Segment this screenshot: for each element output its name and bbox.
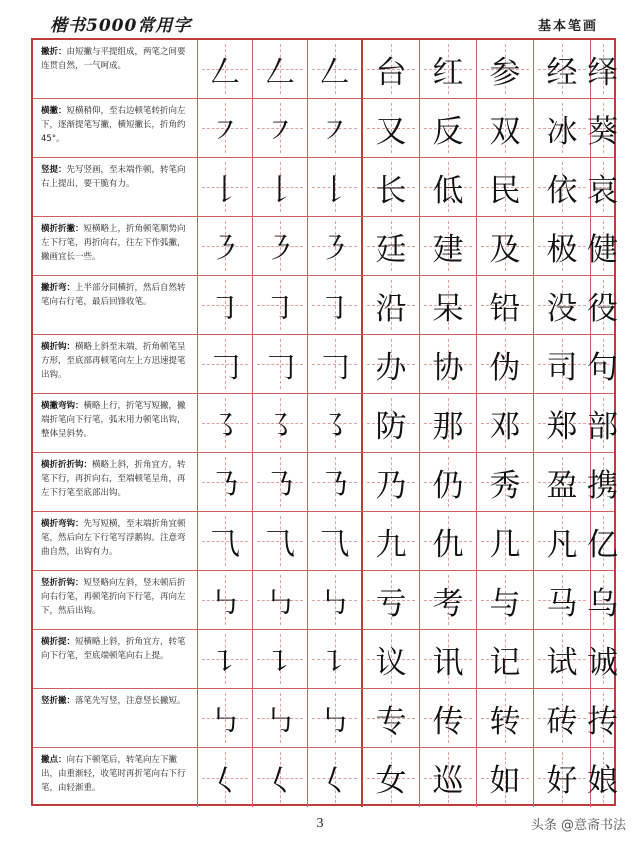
example-character-cell [534, 689, 591, 747]
stroke-sample [253, 276, 308, 334]
example-character-cell [534, 40, 591, 98]
example-character: 办 [375, 349, 407, 386]
stroke-description [33, 689, 198, 747]
stroke-row [33, 453, 618, 512]
example-character-cell [363, 512, 420, 570]
example-character-cell [587, 99, 618, 157]
example-character-cell [420, 335, 477, 393]
example-character-cell [420, 276, 477, 334]
example-character: 几 [489, 526, 521, 563]
example-character-cell [587, 217, 618, 275]
stroke-text: 短横稍仰，至右边顿笔转折向左下，逐渐提笔写撇，横短撇长，折角约45°。 [41, 106, 186, 144]
stroke-description [33, 276, 198, 334]
stroke-sample [308, 158, 363, 216]
example-character-cell [587, 512, 618, 570]
stroke-row [33, 158, 618, 217]
stroke-description [33, 453, 198, 511]
page-number: 3 [316, 816, 324, 831]
stroke-name: 横折折撇： [41, 224, 84, 234]
stroke-glyph: ㇆ [319, 291, 350, 326]
stroke-sample [198, 276, 253, 334]
example-character-cell [477, 158, 534, 216]
stroke-text: 短竖略向左斜，竖末顿后折向右行笔，再顿笔折向下行笔，再向左下，然后出钩。 [41, 578, 186, 616]
example-character: 盈 [546, 467, 578, 504]
example-character: 役 [587, 290, 618, 327]
example-character-cell [587, 571, 618, 629]
stroke-name: 横折折折钩： [41, 460, 93, 470]
stroke-glyph: 𠃋 [265, 55, 295, 90]
example-character: 沿 [375, 290, 407, 327]
example-character: 建 [432, 231, 464, 268]
stroke-name: 横撇： [41, 106, 67, 116]
example-character: 又 [375, 113, 407, 150]
stroke-sample [308, 630, 363, 688]
stroke-glyph: ㇋ [265, 232, 295, 267]
stroke-sample [198, 512, 253, 570]
example-character: 娘 [587, 763, 618, 799]
example-character: 女 [375, 763, 407, 799]
stroke-text: 横略上斜至末端，折角顿笔呈方形，至底部再顿笔向左上方迅速提笔出钩。 [41, 342, 186, 380]
example-character: 诚 [587, 644, 618, 681]
stroke-sample [198, 571, 253, 629]
example-character: 经 [546, 54, 578, 91]
example-character-cell [534, 99, 591, 157]
example-character-cell [587, 158, 618, 216]
page-header [30, 6, 620, 36]
example-character: 专 [375, 703, 407, 740]
stroke-table [31, 38, 616, 806]
example-character: 那 [432, 408, 464, 445]
stroke-row [33, 40, 618, 99]
example-character-cell [534, 630, 591, 688]
example-character: 司 [546, 349, 578, 386]
stroke-sample [308, 748, 363, 807]
stroke-glyph: ㇉ [265, 586, 295, 621]
example-character: 葵 [587, 113, 618, 150]
stroke-sample [253, 99, 308, 157]
stroke-glyph: ㇇ [319, 114, 350, 149]
stroke-row [33, 335, 618, 394]
example-character: 抟 [587, 703, 618, 740]
stroke-name: 撇折： [41, 47, 67, 57]
example-character: 转 [489, 703, 521, 740]
example-character-cell [534, 453, 591, 511]
example-character: 传 [432, 703, 464, 740]
stroke-row [33, 217, 618, 276]
example-character: 长 [375, 172, 407, 209]
example-character-cell [587, 276, 618, 334]
example-character: 凡 [546, 526, 578, 563]
example-character: 郑 [546, 408, 578, 445]
example-character: 秀 [489, 467, 521, 504]
stroke-row [33, 99, 618, 158]
stroke-description [33, 158, 198, 216]
stroke-glyph: ㇌ [265, 409, 295, 444]
example-character-cell [534, 512, 591, 570]
example-character: 极 [546, 231, 578, 268]
example-character-cell [420, 571, 477, 629]
stroke-glyph: ⺄ [265, 527, 295, 562]
stroke-text: 向右下顿笔后，转笔向左下撇出，由重渐轻，收笔时再折笔向右下行笔，由轻渐重。 [41, 755, 186, 793]
example-character-cell [363, 99, 420, 157]
stroke-text: 先写短横，至末端折角宜顿笔，然后向左下行笔写浮鹅钩。注意弯曲自然，出钩有力。 [41, 519, 186, 557]
example-character: 砖 [546, 703, 578, 740]
example-character-cell [534, 335, 591, 393]
stroke-glyph: ㇉ [319, 586, 350, 621]
example-character: 民 [489, 172, 521, 209]
stroke-sample [198, 689, 253, 747]
stroke-sample [198, 394, 253, 452]
example-character: 防 [375, 408, 407, 445]
example-character-cell [363, 40, 420, 98]
example-character: 与 [489, 585, 521, 622]
stroke-glyph: ㇆ [210, 291, 240, 326]
stroke-sample [198, 335, 253, 393]
example-character: 仇 [432, 526, 464, 563]
example-character: 健 [587, 231, 618, 268]
stroke-name: 撇折弯： [41, 283, 76, 293]
example-character: 红 [432, 54, 464, 91]
example-character-cell [420, 99, 477, 157]
example-character: 低 [432, 172, 464, 209]
stroke-sample [308, 40, 363, 98]
example-character-cell [534, 217, 591, 275]
stroke-glyph: ㇋ [210, 232, 240, 267]
stroke-glyph: ㇡ [210, 468, 240, 503]
stroke-glyph: ㇉ [210, 704, 240, 739]
stroke-sample [198, 748, 253, 807]
stroke-glyph: ㇉ [319, 704, 350, 739]
stroke-description [33, 630, 198, 688]
stroke-sample [308, 276, 363, 334]
stroke-name: 横撇弯钩： [41, 401, 84, 411]
example-character-cell [363, 217, 420, 275]
example-character: 议 [375, 644, 407, 681]
example-character-cell [363, 335, 420, 393]
example-character-cell [363, 571, 420, 629]
stroke-row [33, 512, 618, 571]
stroke-sample [253, 335, 308, 393]
example-character: 乌 [587, 585, 618, 622]
example-character-cell [587, 453, 618, 511]
example-character: 试 [546, 644, 578, 681]
example-character: 哀 [587, 172, 618, 209]
stroke-sample [198, 217, 253, 275]
stroke-glyph: ㇊ [319, 645, 350, 680]
example-character: 冰 [546, 113, 578, 150]
stroke-sample [253, 571, 308, 629]
stroke-glyph: 𠃌 [210, 350, 240, 385]
stroke-sample [253, 40, 308, 98]
stroke-description [33, 394, 198, 452]
example-character: 台 [375, 54, 407, 91]
stroke-name: 竖提： [41, 165, 67, 175]
example-character: 记 [489, 644, 521, 681]
example-character-cell [363, 158, 420, 216]
stroke-glyph: ⺄ [210, 527, 240, 562]
example-character: 部 [587, 408, 618, 445]
stroke-sample [308, 217, 363, 275]
example-character: 马 [546, 585, 578, 622]
stroke-text: 横略上斜，折角宜方，转笔下行，再折向右，至端顿笔呈角，再左下行笔至底部出钩。 [41, 460, 186, 498]
stroke-text: 上半部分同横折，然后自然转笔向右行笔，最后回锋收笔。 [41, 283, 186, 307]
stroke-text: 短横略上，折角顿笔顺势向左下行笔，再折向右，往左下作弧撇，撇画宜长一些。 [41, 224, 186, 262]
example-character-cell [420, 158, 477, 216]
stroke-row [33, 689, 618, 748]
example-character: 伪 [489, 349, 521, 386]
example-character-cell [587, 394, 618, 452]
stroke-sample [253, 394, 308, 452]
stroke-glyph: ㇊ [210, 645, 240, 680]
example-character-cell [477, 394, 534, 452]
stroke-glyph: ㇉ [210, 586, 240, 621]
example-character-cell [420, 630, 477, 688]
stroke-name: 撇点： [41, 755, 67, 765]
example-character-cell [534, 748, 591, 807]
example-character: 绎 [587, 54, 618, 91]
stroke-name: 竖折撇： [41, 696, 76, 706]
stroke-sample [198, 453, 253, 511]
stroke-sample [253, 689, 308, 747]
example-character: 没 [546, 290, 578, 327]
example-character-cell [587, 40, 618, 98]
example-character-cell [363, 689, 420, 747]
example-character-cell [420, 453, 477, 511]
example-character-cell [587, 630, 618, 688]
example-character-cell [363, 453, 420, 511]
stroke-name: 竖折折钩： [41, 578, 84, 588]
example-character-cell [534, 394, 591, 452]
example-character: 邓 [489, 408, 521, 445]
stroke-description [33, 335, 198, 393]
example-character-cell [420, 217, 477, 275]
example-character: 巡 [432, 763, 464, 799]
stroke-glyph: ㇡ [319, 468, 350, 503]
example-character-cell [587, 335, 618, 393]
example-character-cell [420, 748, 477, 807]
example-character: 反 [432, 113, 464, 150]
example-character-cell [420, 512, 477, 570]
stroke-description [33, 217, 198, 275]
stroke-sample [308, 512, 363, 570]
example-character: 携 [587, 467, 618, 504]
example-character: 依 [546, 172, 578, 209]
example-character-cell [363, 630, 420, 688]
section-title: 基本笔画 [537, 19, 598, 34]
stroke-row [33, 630, 618, 689]
stroke-sample [308, 571, 363, 629]
stroke-sample [198, 40, 253, 98]
stroke-glyph: 𠃌 [319, 350, 350, 385]
stroke-description [33, 748, 198, 807]
example-character: 双 [489, 113, 521, 150]
example-character-cell [587, 748, 618, 807]
stroke-text: 短横略上斜，折角宜方，转笔向下行笔，至底端顿笔向右上提。 [41, 637, 186, 661]
stroke-glyph: ㇆ [265, 291, 295, 326]
stroke-sample [308, 453, 363, 511]
example-character-cell [420, 40, 477, 98]
stroke-sample [308, 394, 363, 452]
stroke-sample [253, 217, 308, 275]
example-character-cell [534, 276, 591, 334]
example-character: 考 [432, 585, 464, 622]
stroke-glyph: 𠃋 [210, 55, 240, 90]
example-character-cell [534, 158, 591, 216]
stroke-glyph: 𡿨 [265, 763, 295, 799]
stroke-text: 落笔先写竖，注意竖长撇短。 [75, 696, 186, 706]
example-character-cell [477, 630, 534, 688]
example-character-cell [477, 40, 534, 98]
stroke-glyph: ㇇ [210, 114, 240, 149]
stroke-sample [253, 453, 308, 511]
example-character-cell [477, 512, 534, 570]
example-character-cell [477, 571, 534, 629]
example-character-cell [363, 394, 420, 452]
example-character-cell [477, 748, 534, 807]
example-character-cell [420, 689, 477, 747]
example-character-cell [363, 276, 420, 334]
stroke-glyph: ㇌ [319, 409, 350, 444]
example-character: 及 [489, 231, 521, 268]
stroke-name: 横折提： [41, 637, 76, 647]
stroke-row [33, 394, 618, 453]
example-character: 参 [489, 54, 521, 91]
stroke-name: 横折钩： [41, 342, 76, 352]
stroke-description [33, 99, 198, 157]
watermark: 头条 @意斋书法 [530, 818, 626, 833]
stroke-glyph: 𠄌 [265, 173, 295, 208]
stroke-sample [198, 630, 253, 688]
stroke-sample [253, 512, 308, 570]
stroke-sample [253, 630, 308, 688]
stroke-description [33, 512, 198, 570]
example-character-cell [477, 453, 534, 511]
stroke-description [33, 571, 198, 629]
stroke-name: 横折弯钩： [41, 519, 84, 529]
example-character: 九 [375, 526, 407, 563]
stroke-glyph: 𡿨 [210, 763, 240, 799]
stroke-sample [253, 158, 308, 216]
stroke-sample [308, 335, 363, 393]
example-character-cell [477, 99, 534, 157]
example-character: 亿 [587, 526, 618, 563]
stroke-sample [308, 689, 363, 747]
example-character-cell [534, 571, 591, 629]
stroke-sample [253, 748, 308, 807]
example-character-cell [477, 276, 534, 334]
example-character: 亏 [375, 585, 407, 622]
example-character-cell [477, 217, 534, 275]
book-title: 楷书5000常用字 [50, 16, 192, 36]
stroke-text: 横略上行，折笔写短撇，撇端折笔向下行笔，弧末用力顿笔出钩，整体呈斜势。 [41, 401, 186, 439]
stroke-glyph: ㇡ [265, 468, 295, 503]
stroke-row [33, 748, 618, 807]
example-character: 仍 [432, 467, 464, 504]
example-character-cell [477, 689, 534, 747]
stroke-description [33, 40, 198, 98]
stroke-text: 由短撇与平提组成，两笔之间要连贯自然，一气呵成。 [41, 47, 186, 71]
stroke-glyph: 𠄌 [210, 173, 240, 208]
stroke-sample [198, 158, 253, 216]
example-character: 廷 [375, 231, 407, 268]
stroke-glyph: ㇊ [265, 645, 295, 680]
example-character-cell [420, 394, 477, 452]
example-character: 铅 [489, 290, 521, 327]
example-character: 协 [432, 349, 464, 386]
example-character-cell [587, 689, 618, 747]
example-character-cell [477, 335, 534, 393]
example-character: 好 [546, 763, 578, 799]
stroke-sample [198, 99, 253, 157]
stroke-glyph: 𡿨 [319, 763, 350, 799]
stroke-row [33, 571, 618, 630]
stroke-glyph: ㇋ [319, 232, 350, 267]
example-character: 讯 [432, 644, 464, 681]
stroke-glyph: ㇇ [265, 114, 295, 149]
stroke-sample [308, 99, 363, 157]
stroke-text: 先写竖画，至末端作顿，转笔向右上提出，要干脆有力。 [41, 165, 186, 189]
example-character-cell [363, 748, 420, 807]
stroke-glyph: 𠃋 [319, 55, 350, 90]
stroke-glyph: ⺄ [319, 527, 350, 562]
example-character: 乃 [375, 467, 407, 504]
example-character: 呆 [432, 290, 464, 327]
example-character: 如 [489, 763, 521, 799]
stroke-glyph: ㇉ [265, 704, 295, 739]
stroke-glyph: ㇌ [210, 409, 240, 444]
stroke-glyph: 𠄌 [319, 173, 350, 208]
stroke-row [33, 276, 618, 335]
example-character: 句 [587, 349, 618, 386]
stroke-glyph: 𠃌 [265, 350, 295, 385]
